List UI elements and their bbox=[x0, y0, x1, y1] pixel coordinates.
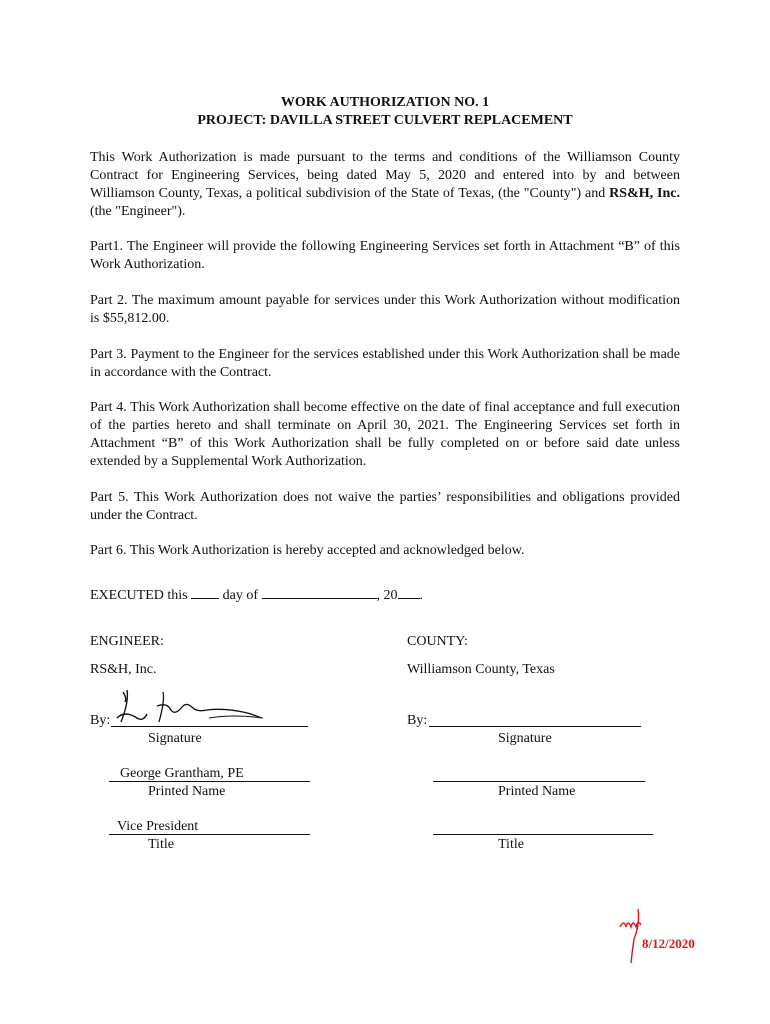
executed-line bbox=[90, 585, 423, 604]
part-6: Part 6. This Work Authorization is hereby accepted and acknowledged below. bbox=[90, 543, 525, 558]
approval-date-stamp: 8/12/2020 bbox=[642, 936, 695, 951]
executed-year-prefix: , 20 bbox=[376, 588, 398, 603]
part-1: Part1. The Engineer will provide the following Engineering Services set forth in Attachment “B” of this Work Authorization. bbox=[90, 239, 680, 272]
engineer-signature-label: Signature bbox=[148, 731, 202, 746]
executed-prefix: EXECUTED this bbox=[90, 588, 188, 603]
county-by-label: By: bbox=[407, 713, 428, 728]
county-title-label: Title bbox=[498, 837, 524, 852]
executed-day-of: day of bbox=[222, 588, 258, 603]
engineer-by-label: By: bbox=[90, 713, 111, 728]
county-heading: COUNTY: bbox=[407, 634, 468, 649]
engineer-name-bold: RS&H, Inc. bbox=[609, 186, 680, 201]
year-blank[interactable] bbox=[398, 585, 420, 599]
engineer-title-line bbox=[109, 834, 310, 835]
part-4: Part 4. This Work Authorization shall become effective on the date of final acceptance and full execution of the parties hereto and shall terminate on April 30, 2021. The Engineering Services set forth in Attachment “B” of this Work Authorization shall be fully completed on or before said date unless extended by a Supplemental Work Authorization. bbox=[90, 400, 680, 469]
project-title: PROJECT: DAVILLA STREET CULVERT REPLACEMENT bbox=[197, 113, 573, 128]
part-5: Part 5. This Work Authorization does not waive the parties’ responsibilities and obligations provided under the Contract. bbox=[90, 490, 680, 523]
engineer-title-value: Vice President bbox=[117, 819, 199, 834]
county-signature-label: Signature bbox=[498, 731, 552, 746]
executed-end: . bbox=[419, 588, 423, 603]
county-org: Williamson County, Texas bbox=[407, 662, 555, 677]
part-2: Part 2. The maximum amount payable for services under this Work Authorization without modification is $55,812.00. bbox=[90, 293, 680, 326]
part-3: Part 3. Payment to the Engineer for the services established under this Work Authorization shall be made in accordance with the Contract. bbox=[90, 347, 680, 380]
engineer-org: RS&H, Inc. bbox=[90, 662, 157, 677]
engineer-heading: ENGINEER: bbox=[90, 634, 164, 649]
day-blank[interactable] bbox=[191, 585, 219, 599]
engineer-printed-name-label: Printed Name bbox=[148, 784, 226, 799]
engineer-printed-name: George Grantham, PE bbox=[120, 766, 244, 781]
engineer-title-label: Title bbox=[148, 837, 174, 852]
document-title: WORK AUTHORIZATION NO. 1 bbox=[280, 95, 490, 110]
engineer-signature-scribble bbox=[113, 688, 273, 728]
month-blank[interactable] bbox=[262, 585, 377, 599]
intro-paragraph bbox=[90, 149, 680, 221]
engineer-printed-name-line bbox=[109, 781, 310, 782]
county-title-line[interactable] bbox=[433, 834, 653, 835]
county-printed-name-line[interactable] bbox=[433, 781, 645, 782]
county-printed-name-label: Printed Name bbox=[498, 784, 576, 799]
county-signature-line[interactable] bbox=[429, 726, 641, 727]
intro-text: This Work Authorization is made pursuant to the terms and conditions of the Williamson County Contract for Engineering Services, being dated May 5, 2020 and entered into by and between Williamson County, Texas, a political subdivision of the State of Texas, (the "County") and bbox=[90, 150, 680, 201]
intro-text-end: (the "Engineer"). bbox=[90, 204, 186, 219]
